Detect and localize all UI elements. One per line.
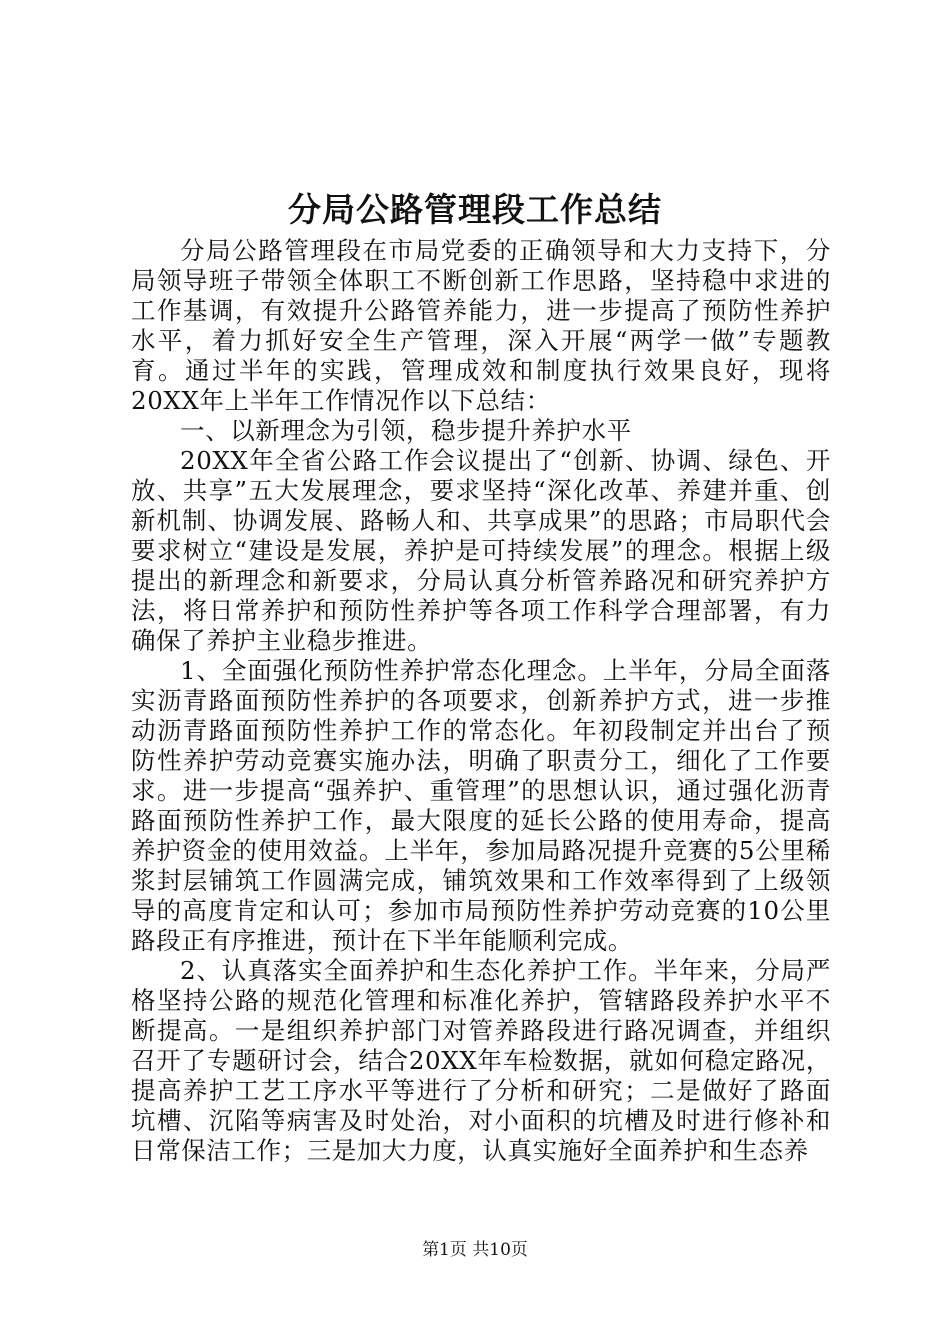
document-body <box>131 236 831 1166</box>
paragraph-intro: 分局公路管理段在市局党委的正确领导和大力支持下，分局领导班子带领全体职工不断创新工作思路，坚持稳中求进的工作基调，有效提升公路管养能力，进一步提高了预防性养护水平，着力抓好安全生产管理，深入开展“两学一做”专题教育。通过半年的实践，管理成效和制度执行效果良好，现将20XX年上半年工作情况作以下总结： <box>131 236 831 415</box>
section-heading-1: 一、以新理念为引领，稳步提升养护水平 <box>180 416 632 445</box>
paragraph-section-1: 20XX年全省公路工作会议提出了“创新、协调、绿色、开放、共享”五大发展理念，要求坚持“深化改革、养建并重、创新机制、协调发展、路畅人和、共享成果”的思路；市局职代会要求树立“建设是发展，养护是可持续发展”的理念。根据上级提出的新理念和新要求，分局认真分析管养路况和研究养护方法，将日常养护和预防性养护等各项工作科学合理部署，有力确保了养护主业稳步推进。 <box>131 446 831 655</box>
paragraph-item-1: 1、全面强化预防性养护常态化理念。上半年，分局全面落实沥青路面预防性养护的各项要求，创新养护方式，进一步推动沥青路面预防性养护工作的常态化。年初段制定并出台了预防性养护劳动竞赛实施办法，明确了职责分工，细化了工作要求。进一步提高“强养护、重管理”的思想认识，通过强化沥青路面预防性养护工作，最大限度的延长公路的使用寿命，提高养护资金的使用效益。上半年，参加局路况提升竞赛的5公里稀浆封层铺筑工作圆满完成，铺筑效果和工作效率得到了上级领导的高度肯定和认可；参加市局预防性养护劳动竞赛的10公里路段正有序推进，预计在下半年能顺利完成。 <box>131 656 831 955</box>
document-title: 分局公路管理段工作总结 <box>288 190 662 229</box>
paragraph-item-2: 2、认真落实全面养护和生态化养护工作。半年来，分局严格坚持公路的规范化管理和标准化养护，管辖路段养护水平不断提高。一是组织养护部门对管养路段进行路况调查，并组织召开了专题研讨会，结合20XX年车检数据，就如何稳定路况，提高养护工艺工序水平等进行了分析和研究；二是做好了路面坑槽、沉陷等病害及时处治，对小面积的坑槽及时进行修补和日常保洁工作；三是加大力度，认真实施好全面养护和生态养 <box>131 956 831 1165</box>
page-footer: 第1页 共10页 <box>422 1240 528 1260</box>
